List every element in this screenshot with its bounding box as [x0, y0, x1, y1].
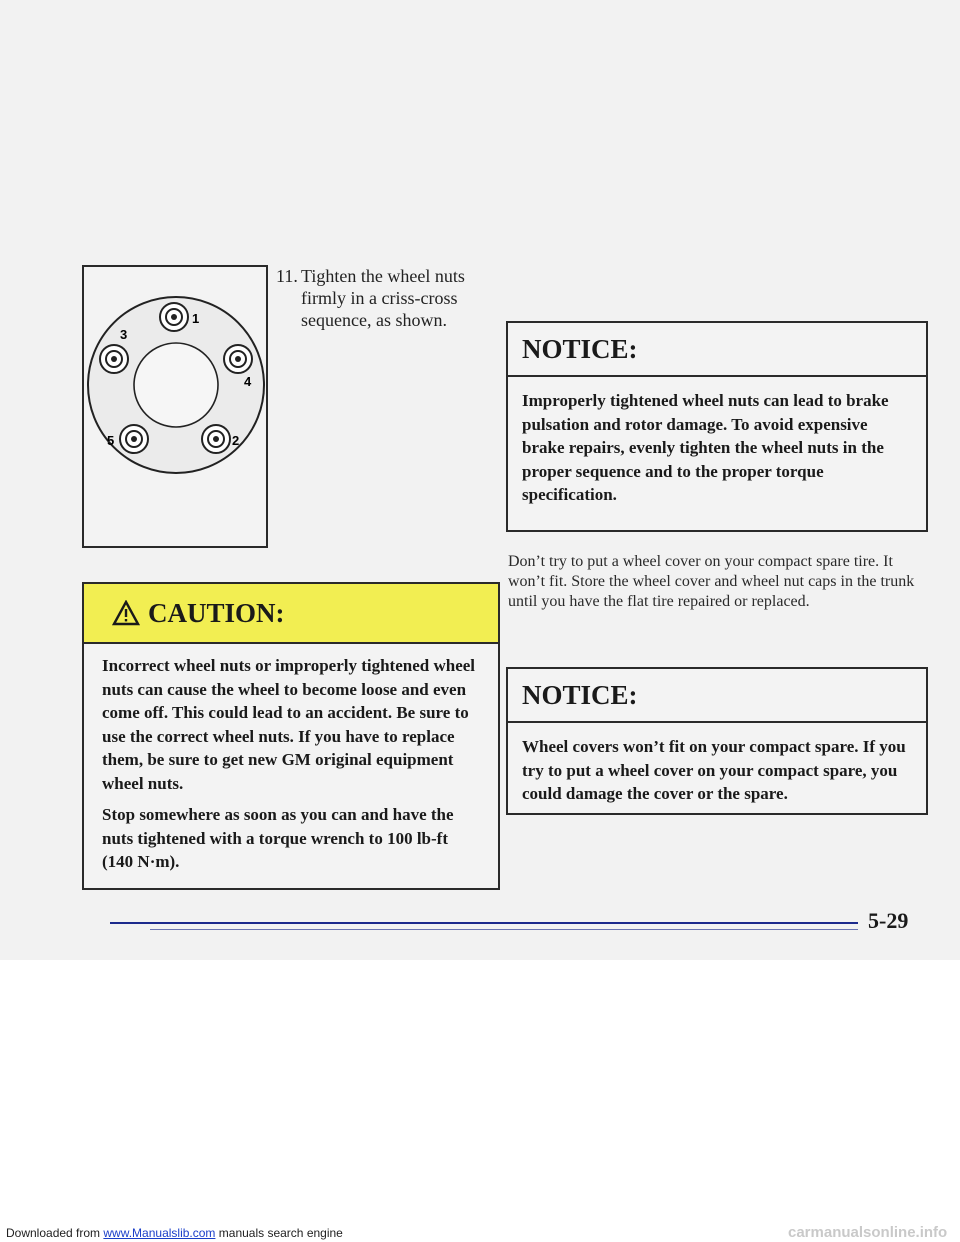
step-text: Tighten the wheel nuts firmly in a criss-cross sequence, as shown.	[301, 266, 465, 330]
notice-title: NOTICE:	[508, 669, 926, 723]
lug-nut-5	[120, 425, 148, 453]
footer-prefix: Downloaded from	[6, 1226, 104, 1240]
footer-rule	[110, 922, 858, 924]
notice-title: NOTICE:	[508, 323, 926, 377]
notice-body: Improperly tightened wheel nuts can lead to brake pulsation and rotor damage. To avoid expensive brake repairs, evenly tighten the wheel nuts in the proper sequence and to the proper torque specification.	[522, 391, 889, 504]
lug-label-4: 4	[244, 374, 252, 389]
watermark: carmanualsonline.info	[788, 1224, 948, 1241]
lug-label-2: 2	[232, 433, 240, 448]
lug-nut-1	[160, 303, 188, 331]
wheel-hub-illustration	[84, 267, 266, 546]
wheel-cover-paragraph: Don’t try to put a wheel cover on your compact spare tire. It won’t fit. Store the wheel cover and wheel nut caps in the trunk until you have the flat tire repaired or replaced.	[508, 553, 915, 610]
caution-paragraph: Incorrect wheel nuts or improperly tightened wheel nuts can cause the wheel to become loose and even come off. This could lead to an accident. Be sure to use the correct wheel nuts. If you have to replace them, be sure to get new GM original equipment wheel nuts.	[102, 656, 476, 793]
page-number: 5-29	[868, 908, 909, 933]
caution-body	[84, 644, 498, 874]
warning-triangle-icon	[112, 600, 140, 626]
lug-nut-2	[202, 425, 230, 453]
download-footer	[6, 1226, 343, 1240]
caution-header	[84, 584, 498, 644]
footer-suffix: manuals search engine	[215, 1226, 343, 1240]
step-number: 11.	[276, 266, 298, 286]
caution-title: CAUTION:	[148, 597, 285, 628]
lug-nut-3	[100, 345, 128, 373]
step-11	[276, 265, 496, 331]
footer-rule-thin	[150, 929, 858, 930]
notice-box-wheel-cover	[506, 667, 928, 815]
manualslib-link[interactable]: www.Manualslib.com	[103, 1226, 216, 1240]
lug-label-3: 3	[120, 327, 128, 342]
lug-nut-4	[224, 345, 252, 373]
caution-paragraph: Stop somewhere as soon as you can and have the nuts tightened with a torque wrench to 100 lb-ft (140 N·m).	[102, 805, 454, 871]
lug-label-1: 1	[192, 311, 200, 326]
notice-body: Wheel covers won’t fit on your compact spare. If you try to put a wheel cover on your compact spare, you could damage the cover or the spare.	[522, 737, 906, 803]
caution-box	[82, 582, 500, 890]
lug-label-5: 5	[107, 433, 115, 448]
wheel-nut-sequence-diagram	[82, 265, 268, 548]
notice-box-brake	[506, 321, 928, 532]
